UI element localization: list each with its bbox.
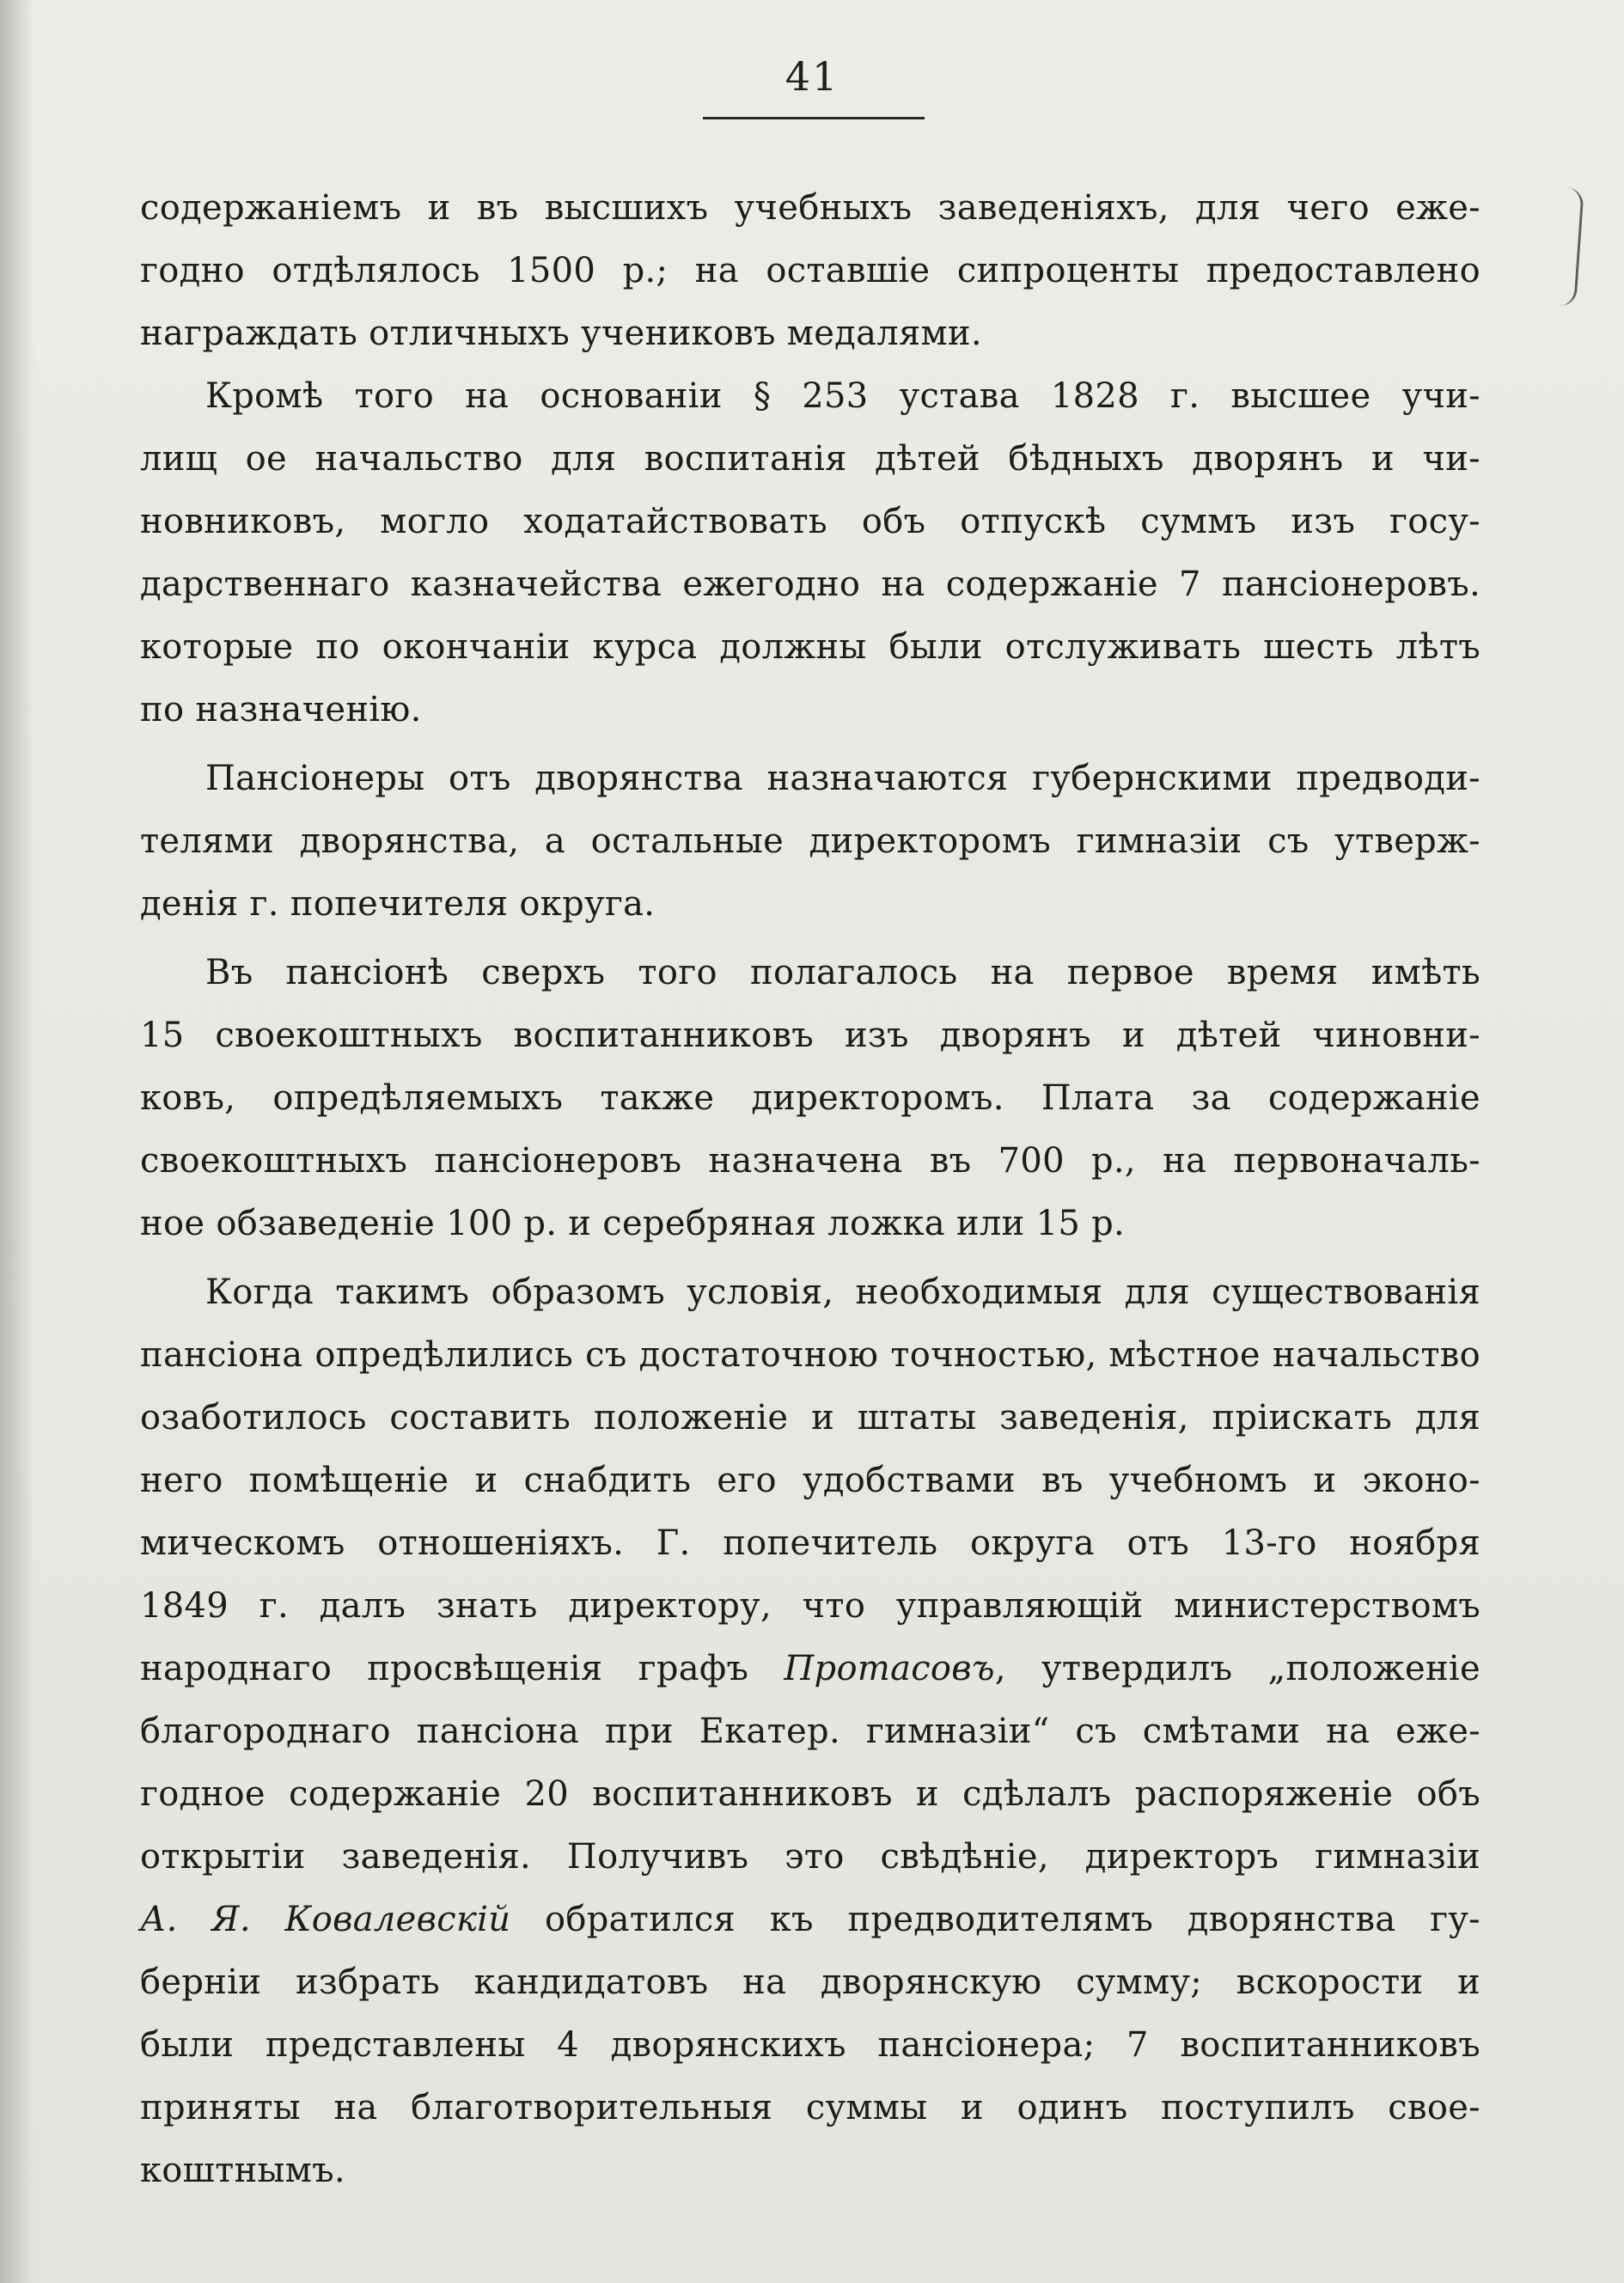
text-line: открытiи заведенiя. Получивъ это свѣдѣнiе, директоръ гимназiи — [140, 1837, 1481, 1877]
page-number: 41 — [785, 53, 839, 100]
text-line: годно отдѣлялось 1500 р.; на оставшiе сипроценты предоставлено — [140, 251, 1481, 290]
text-line: бернiи избрать кандидатовъ на дворянскую сумму; вскорости и — [140, 1963, 1481, 2002]
text-line: А. Я. Ковалевскiй обратился къ предводителямъ дворянства гу- — [140, 1900, 1481, 1939]
text-line: содержанiемъ и въ высшихъ учебныхъ заведенiяхъ, для чего еже- — [140, 188, 1481, 228]
text-line: были представлены 4 дворянскихъ пансiонера; 7 воспитанниковъ — [140, 2025, 1481, 2065]
text-line: телями дворянства, а остальные директоромъ гимназiи съ утверж- — [140, 821, 1481, 861]
text-line: благороднаго пансiона при Екатер. гимназiи“ съ смѣтами на еже- — [140, 1712, 1481, 1751]
text-line: Когда такимъ образомъ условiя, необходимыя для существованiя — [205, 1273, 1481, 1312]
text-line: него помѣщенiе и снабдить его удобствами въ учебномъ и эконо- — [140, 1461, 1481, 1500]
text-line: Въ пансiонѣ сверхъ того полагалось на первое время имѣть — [205, 953, 1481, 992]
text-line: ное обзаведенiе 100 р. и серебряная ложка или 15 р. — [140, 1204, 1126, 1243]
text-line: озаботилось составить положенiе и штаты заведенiя, прiискать для — [140, 1398, 1481, 1438]
text-line: по назначенiю. — [140, 690, 422, 729]
text-line: новниковъ, могло ходатайствовать объ отпускѣ суммъ изъ госу- — [140, 502, 1481, 541]
text-line: приняты на благотворительныя суммы и одинъ поступилъ свое- — [140, 2088, 1481, 2127]
text-line: годное содержанiе 20 воспитанниковъ и сдѣлалъ распоряженiе объ — [140, 1774, 1481, 1814]
text-line: которые по окончанiи курса должны были отслуживать шесть лѣтъ — [140, 627, 1481, 667]
text-line: 1849 г. далъ знать директору, что управляющiй министерствомъ — [140, 1586, 1481, 1626]
text-line: лищ ое начальство для воспитанiя дѣтей бѣдныхъ дворянъ и чи- — [140, 439, 1481, 479]
text-line: Кромѣ того на основанiи § 253 устава 1828 г. высшее учи- — [205, 376, 1481, 416]
text-line: коштнымъ. — [140, 2151, 345, 2190]
text-line: денiя г. попечителя округа. — [140, 884, 656, 924]
margin-pencil-mark — [1542, 186, 1584, 307]
text-line: ковъ, опредѣляемыхъ также директоромъ. Плата за содержанiе — [140, 1078, 1481, 1118]
text-line: 15 своекоштныхъ воспитанниковъ изъ дворянъ и дѣтей чиновни- — [140, 1016, 1481, 1055]
text-line: мическомъ отношенiяхъ. Г. попечитель округа отъ 13-го ноября — [140, 1523, 1481, 1563]
page-number-rule — [703, 117, 925, 119]
body-text — [140, 177, 1481, 2202]
text-line: пансiона опредѣлились съ достаточною точностью, мѣстное начальство — [140, 1335, 1481, 1375]
text-line: дарственнаго казначейства ежегодно на содержанiе 7 пансiонеровъ. — [140, 565, 1481, 604]
text-line: своекоштныхъ пансiонеровъ назначена въ 700 р., на первоначаль- — [140, 1141, 1481, 1181]
text-line: народнаго просвѣщенiя графъ Протасовъ, утвердилъ „положенiе — [140, 1649, 1481, 1688]
text-line: награждать отличныхъ учениковъ медалями. — [140, 314, 982, 353]
text-line: Пансiонеры отъ дворянства назначаются губернскими предводи- — [205, 759, 1481, 798]
